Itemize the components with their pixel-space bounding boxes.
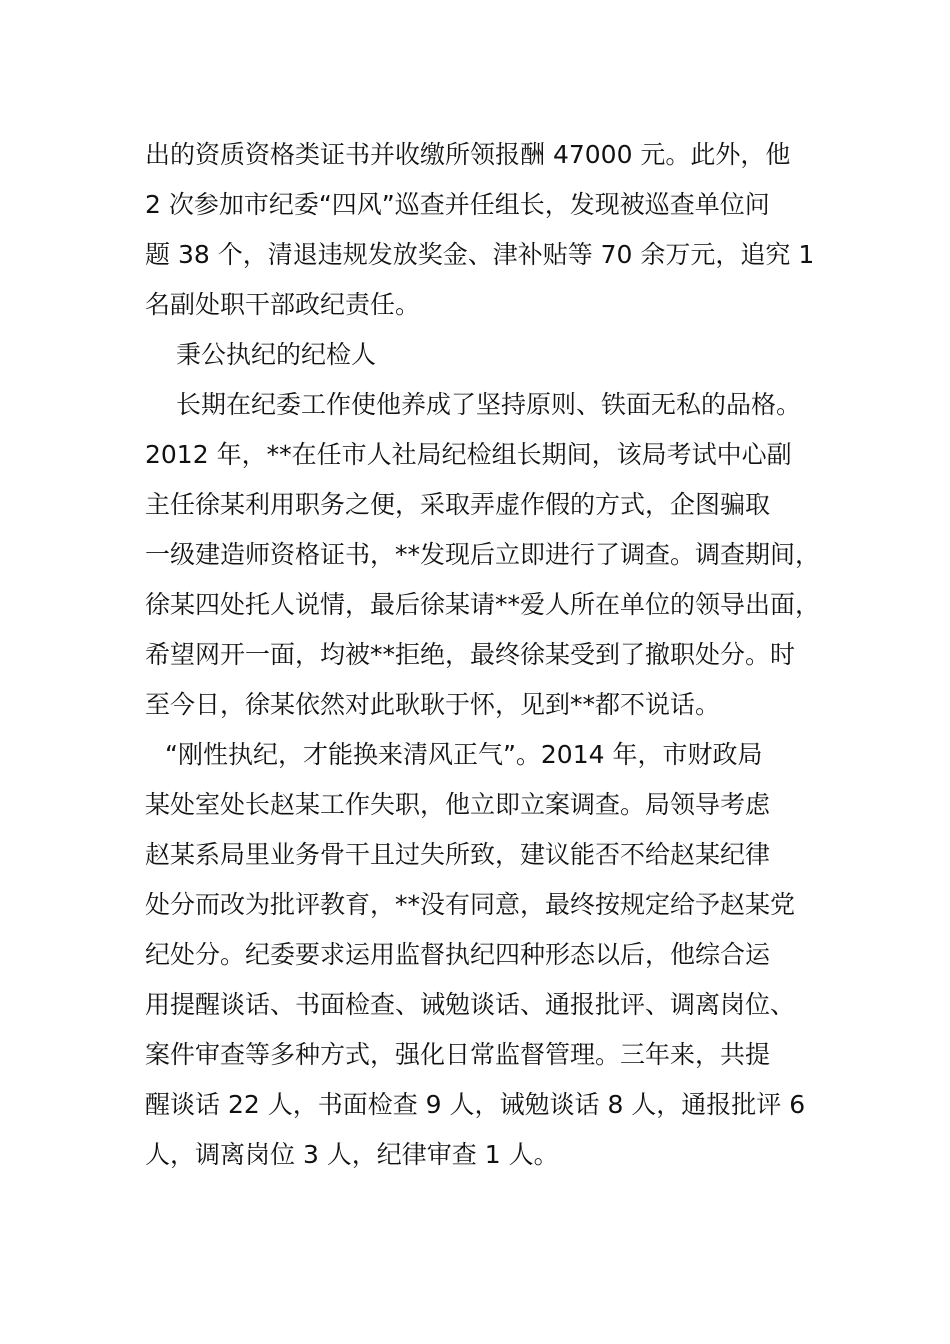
text-line: 人，调离岗位 3 人，纪律审查 1 人。 [145, 1140, 559, 1169]
text-line: 一级建造师资格证书，**发现后立即进行了调查。调查期间， [145, 540, 821, 569]
text-line: 案件审查等多种方式，强化日常监督管理。三年来，共提 [145, 1040, 771, 1069]
section-heading: 秉公执纪的纪检人 [176, 340, 377, 369]
text-line: 名副处职干部政纪责任。 [145, 290, 421, 319]
document-body [145, 130, 835, 1180]
text-line: 2 次参加市纪委“四风”巡查并任组长，发现被巡查单位问 [145, 190, 770, 219]
text-line: 至今日，徐某依然对此耿耿于怀，见到**都不说话。 [145, 690, 721, 719]
text-line: 纪处分。纪委要求运用监督执纪四种形态以后，他综合运 [145, 940, 771, 969]
text-line: 长期在纪委工作使他养成了坚持原则、铁面无私的品格。 [176, 390, 802, 419]
text-line: 希望网开一面，均被**拒绝，最终徐某受到了撤职处分。时 [145, 640, 796, 669]
text-line: 用提醒谈话、书面检查、诫勉谈话、通报批评、调离岗位、 [145, 990, 796, 1019]
text-line: 赵某系局里业务骨干且过失所致，建议能否不给赵某纪律 [145, 840, 771, 869]
text-line: 题 38 个，清退违规发放奖金、津补贴等 70 余万元，追究 1 [145, 240, 815, 269]
text-line: 醒谈话 22 人，书面检查 9 人，诫勉谈话 8 人，通报批评 6 [145, 1090, 806, 1119]
text-line: 出的资质资格类证书并收缴所领报酬 47000 元。此外，他 [145, 140, 791, 169]
text-line: 处分而改为批评教育，**没有同意，最终按规定给予赵某党 [145, 890, 796, 919]
text-line: “刚性执纪，才能换来清风正气”。2014 年，市财政局 [165, 740, 763, 769]
text-line: 徐某四处托人说情，最后徐某请**爱人所在单位的领导出面， [145, 590, 821, 619]
text-line: 某处室处长赵某工作失职，他立即立案调查。局领导考虑 [145, 790, 771, 819]
text-line: 2012 年，**在任市人社局纪检组长期间，该局考试中心副 [145, 440, 792, 469]
text-line: 主任徐某利用职务之便，采取弄虚作假的方式，企图骗取 [145, 490, 771, 519]
